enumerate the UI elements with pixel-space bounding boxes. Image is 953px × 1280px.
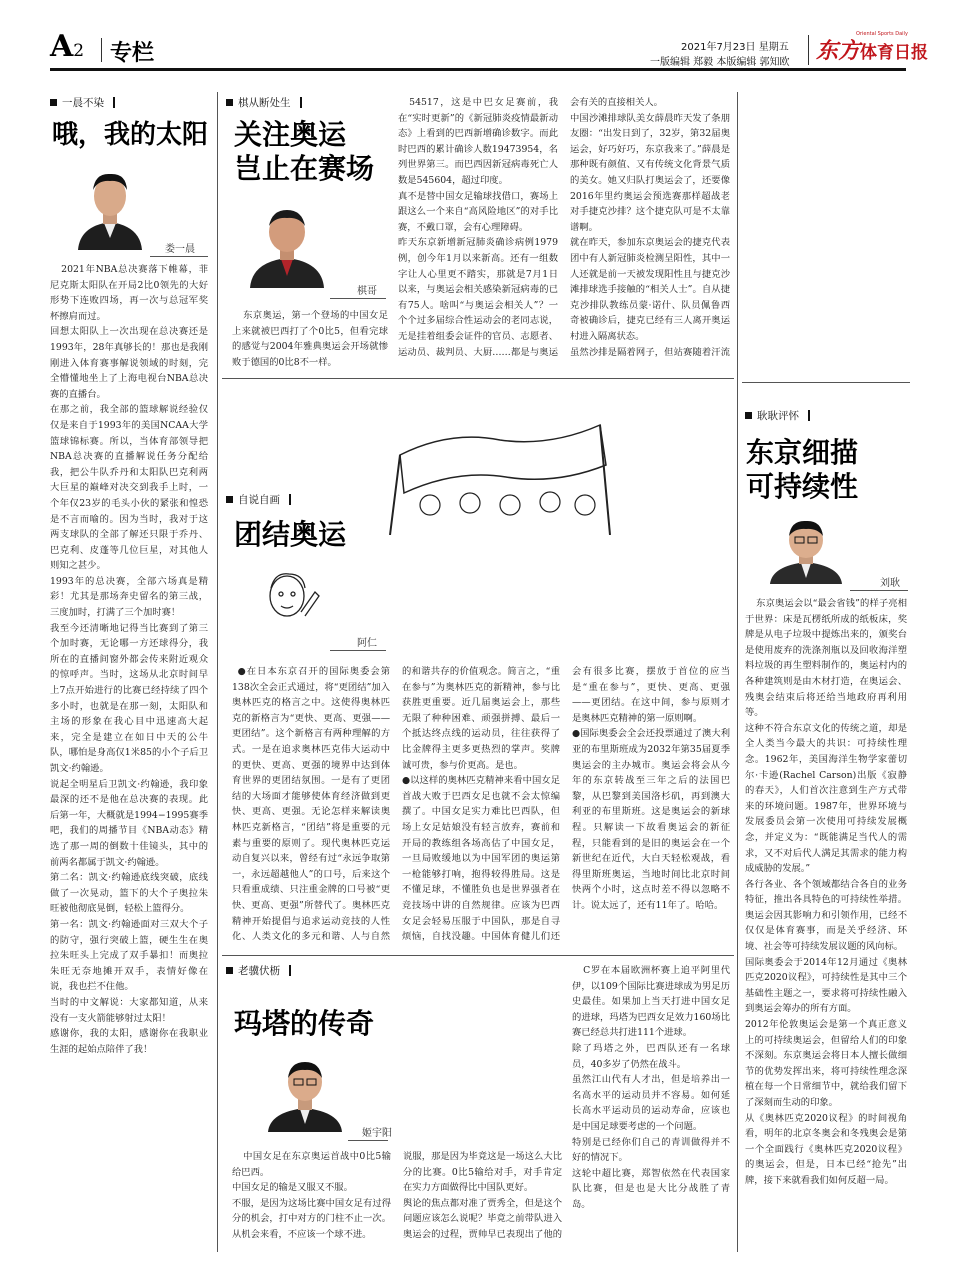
author-rule bbox=[850, 590, 908, 591]
author-photo bbox=[70, 160, 150, 250]
page-letter: A2 bbox=[50, 29, 85, 64]
author-rule bbox=[150, 256, 208, 257]
article-body: 东京奥运会以“最会省钱”的样子亮相于世界：床是瓦楞纸所成的纸板床，奖牌是从电子垃圾中提炼出来的，颁奖台是使用废弃的洗涤剂瓶以及回收海洋塑料垃圾的再生塑料制作的，奥运村内的各种建筑则是由木材打造，在奥运会、残奥会结束后将还给当地政府再利用等。 这种不符合东京文化的传统之道，却是全人类当今最大的共识：可持续性理念。1962年，美国海洋生物学家蕾切尔·卡逊(Rachel Carson)出版《寂静的春天》，人们首次注意到生产方式带来的环境问题。1987年，世界环境与发展委员会第一次使用可持续发展概念，并定义为：“既能满足当代人的需求，又不对后代人满足其需求的能力构成威胁的发展。” 各行各业、各个领域都结合各自的业务特征，推出各具特色的可持续性举措。奥运会因其影响力和引领作用，已经不仅仅是体育赛事，而是关乎经济、环境、社会等可持续发展议题的风向标。 国际奥委会于2014年12月通过《奥林匹克2020议程》，可持续性是其中三个基础性主题之一，要求将可持续性融入到奥运会筹办的所有方面。 2012年伦敦奥运会是第一个真正意义上的可持续奥运会，但留给人们的印象不深刻。东京奥运会将日本人擅长做细节的优势发挥出来，将可持续性理念深植在每一个日常细节中，就给我们留下了深刻而生动的印象。 从《奥林匹克2020议程》的时间视角看，明年的北京冬奥会和冬残奥会是第一个全面践行《奥林匹克2020议程》的奥运会，但是，日本已经“抢先”出牌，接下来就看我们如何反超一局。 bbox=[745, 598, 907, 1186]
article-title-line1: 东京细描 bbox=[746, 436, 859, 469]
column-divider bbox=[217, 92, 218, 1252]
author-name: 娄一晨 bbox=[165, 244, 195, 255]
header-rule bbox=[50, 68, 906, 71]
article-body-left: 中国女足在东京奥运首战中0比5输给巴西。 中国女足的输是又服又不服。 不服，是因为这场比赛中国女足有过得分的机会，打中对方的门柱不止一次。从机会来看，不应该一个球不进。 说服，那是因为毕竟这是一场这么大比分的比赛。0比5输给对手，对手肯定在实力方面做得比中国队更好。 舆论的焦点都对准了贾秀全，但是这个问题应该怎么说呢？毕竟之前带队进入奥运会的过程，贾帅早已表现出了他的 bbox=[232, 1151, 562, 1240]
paper-logo-east: 东方 bbox=[816, 38, 861, 64]
article-title: 团结奥运 bbox=[234, 518, 347, 551]
article-title: 哦，我的太阳 bbox=[52, 120, 209, 150]
author-rule bbox=[330, 298, 386, 299]
author-rule bbox=[330, 650, 386, 651]
paper-logo bbox=[816, 31, 929, 65]
column-tag: 耿耿评怀 bbox=[745, 408, 810, 423]
date-line: 2021年7月23日 星期五 bbox=[681, 42, 789, 53]
article-body: 2021年NBA总决赛落下帷幕，菲尼克斯太阳队在开局2比0领先的大好形势下连败四场，再一次与总冠军奖杯擦肩而过。 回想太阳队上一次出现在总决赛还是1993年，28年真够长的！那也是我刚刚进入体育赛事解说领域的时刻，完全懵懂地坐上了上海电视台NBA总决赛的直播台。 在那之前，我全部的篮球解说经验仅仅是来自于1993年的美国NCAA大学篮球锦标赛。所以，当体育部领导把NBA总决赛的直播解说任务分配给我，把公牛队乔丹和太阳队巴克利两大巨星的巅峰对决交到我手上时，一个年仅23岁的毛头小伙的紧张和惶恐是不言而喻的。因为当时，我对于这两支球队的全部了解还只限于乔丹、巴克利、皮蓬等几位巨星，对其他人则知之甚少。 1993年的总决赛，全部六场真是精彩！尤其是那场奔史留名的第三战，三度加时，打满了三个加时赛！ 我至今还清晰地记得当比赛到了第三个加时赛，无论哪一方还球得分，我所在的直播间窗外都会传来附近观众的惊呼声。当时，这场从北京时间早上7点开始进行的比赛已经持续了四个多小时，也就是在那一刻，太阳队和主场的形象在我心目中迅速高大起来，完全是建立在如日中天的公牛队，哪怕是身高仅1米85的小个子后卫凯文·约翰逊。 说起全明星后卫凯文·约翰逊，我印象最深的还不是他在总决赛的表现。此后第一年，大概就是1994−1995赛季吧，我们的周播节目《NBA动态》精选了那一周的倒数十佳镜头，其中的前两名都属于凯文·约翰逊。 第二名：凯文·约翰逊底线突破，底线做了一次晃动，篮下的大个子奥拉朱旺被他彻底晃倒，轻松上篮得分。 第一名：凯文·约翰逊面对三双大个子的防守，强行突破上篮，硬生生在奥拉朱旺头上完成了双手暴扣！而奥拉朱旺无奈地摊开双手，表情好像在说，我也拦不住他。 当时的中文解说：大家都知道，从来没有一支火箭能够射过太阳！ 感谢你，我的太阳，感谢你在我职业生涯的起始点陪伴了我！ bbox=[50, 264, 208, 1055]
editor-line: 一版编辑 郑毅 本版编辑 郭知欧 bbox=[650, 57, 790, 68]
author-photo bbox=[244, 196, 330, 288]
column-tag: 自说自画 bbox=[226, 492, 291, 507]
article-body: ●在日本东京召开的国际奥委会第138次全会正式通过，将“更团结”加入奥林匹克的格言之中。这使得奥林匹克的新格言为“更快、更高、更强——更团结”。这个新格言有两种理解的方式。一是在追求奥林匹克伟大运动中的更快、更高、更强的境界中达到体育世界的更团结氛围。一是有了更团结的大场面才能够使体育经济做到更快、更高、更强。无论怎样来解读奥林匹克新格言，“团结”将是重要的元素与重要的原则了。现代奥林匹克运动自复兴以来，曾经有过“永远争取第一，永远超越他人”的口号，后来这个只看重成绩、只注重金牌的口号被“更快、更高、更强”所替代了。奥林匹克精神开始提倡与追求运动竞技的人性化、人类文化的多元和谐、人与自然的和谐共存的价值观念。简言之，“重在参与”为奥林匹克的新精神，参与比获胜更重要。近几届奥运会上，那些无限了种种困难、顽强拼搏、最后一个抵达终点线的运动员，往往获得了比金牌得主更多更热烈的掌声。奖牌诚可贵，参与价更高。是也。 ●以这样的奥林匹克精神来看中国女足首战大败于巴西女足也就不会太惊编撰了。中国女足实力难比巴西队，但场上女足姑娘没有轻言放弃，赛前和开局的教练组各场高估了中国女足，一旦局败缓地以为中国军团的奥运第一枪能够打响，抱得较得胜局。这是不懂足球，不懂胜负也是世界强者在竞技场中讲的自然规律。应该为巴西女足会轻易压服于中国队，那是自寻烦恼，自找没趣。中国体育健儿们还会有很多比赛，摆放于首位的应当是“重在参与”，更快、更高、更强——更团结。在这中间，参与原则才是奥林匹克精神的第一原则啊。 ●国际奥委会全会还投票通过了澳大利亚的布里斯班成为2032年第35届夏季奥运会的主办城市。奥运会将会从今年的东京转战至三年之后的法国巴黎，从巴黎到美国洛杉矶，再到澳大利亚的布里斯班。这是奥运会的新球程。只解读一下故看奥运会的新征程，只能看到的是旧的奥运会在一个新世纪在近代，大白天轻松观战，看得里斯班奥运，当地时间比北京时间快两个小时，这点时差不得以忽略不计。说太远了，还有11年了。哈哈。 bbox=[232, 666, 730, 943]
author-caricature bbox=[255, 566, 325, 632]
article-body-right: C罗在本届欧洲杯赛上追平阿里代伊，以109个国际比赛进球成为男足历史最佳。如果加上当天打进中国女足的进球，玛塔为巴西女足效力160场比赛已经总共打进111个进球。 除了玛塔之外，巴西队还有一名球员，40多岁了仍然在战斗。 虽然江山代有人才出，但是培养出一名高水平的运动员并不容易。如何延长高水平运动员的运动寿命，应该也是中国足球要考虑的一个问题。 特别是已经你们自己的青训做得并不好的情况下。 这轮中超比赛，郑智依然在代表国家队比赛，但是也是大比分战胜了青岛。 bbox=[572, 965, 730, 1210]
section-divider bbox=[222, 378, 734, 379]
header-divider-small bbox=[101, 38, 102, 62]
author-name: 姬宇阳 bbox=[362, 1128, 392, 1139]
page-header bbox=[0, 0, 953, 72]
section-divider bbox=[742, 382, 910, 383]
article-title-line1: 关注奥运 bbox=[234, 118, 347, 151]
article-body-left: 东京奥运，第一个登场的中国女足上来就被巴西打了个0比5，但看完球的感觉与2004年雅典奥运会开场就惨败于德国的0比8不一样。 bbox=[232, 310, 388, 368]
column-divider bbox=[737, 92, 738, 1252]
article-title-line2: 可持续性 bbox=[746, 470, 859, 503]
paper-logo-en: Oriental Sports Daily bbox=[856, 31, 908, 37]
article-body-right: 54517，这是中巴女足赛前，我在“实时更新”的《新冠肺炎疫情最新动态》上看到的巴西新增确诊数字。而此时巴西的累计确诊人数19473954，名列世界第三。而巴西因新冠病毒死亡人数是545604，超过印度。 真不是替中国女足输球找借口，赛场上跟这么一个来自“高风险地区”的对手比赛，不戴口罩，会有心理障碍。 昨天东京新增新冠肺炎确诊病例1979例，创今年1月以来新高。还有一组数字让人心里更不踏实，那就是7月1日以来，与奥运会相关感染新冠病毒的已有75人。啥叫“与奥运会相关人”？一个个过多届综合性运动会的老同志说，无是挂着组委会证件的官员、志愿者、运动员、裁判员、大厨……都是与奥运会有关的直接相关人。 中国沙滩排球队美女薛晨昨天发了条朋友圈：“出发日到了，32岁，第32届奥运会，好巧好巧，东京我来了。”薛晨是那种既有颜值、又有传统文化背景气质的美女。她又归队打奥运会了，还要像2016年里约奥运会预选赛那样超战老对手捷克沙排？这个捷克队可是不太靠谱啊。 就在昨天，参加东京奥运会的捷克代表团中有人新冠肺炎检测呈阳性，其中一人还就是前一天被发现阳性且与捷克沙滩排球选手接触的“相关人士”。自从捷克沙排队教练员蒙·诺什、队员佩鲁西奇被确诊后，捷克已经有三人离开奥运村进入隔离状态。 虽然沙排是隔着网子，但站赛随着汗流 bbox=[398, 97, 730, 358]
column-tag: 老骥伏枥 bbox=[226, 963, 291, 978]
header-divider-right bbox=[808, 35, 809, 65]
column-tag: 棋从断处生 bbox=[226, 95, 302, 110]
cartoon-illustration bbox=[360, 385, 650, 535]
section-divider bbox=[222, 955, 734, 956]
section-title: 专栏 bbox=[110, 41, 155, 66]
paper-logo-name: 体育日报 bbox=[860, 43, 929, 63]
author-name: 棋哥 bbox=[357, 286, 377, 297]
article-body-right-continued bbox=[745, 95, 905, 375]
author-name: 阿仁 bbox=[357, 638, 377, 649]
article-title: 玛塔的传奇 bbox=[234, 1007, 375, 1040]
column-tag: 一晨不染 bbox=[50, 95, 115, 110]
author-name: 刘耿 bbox=[880, 578, 900, 589]
author-photo bbox=[762, 510, 850, 584]
article-title-line2: 岂止在赛场 bbox=[234, 152, 375, 185]
